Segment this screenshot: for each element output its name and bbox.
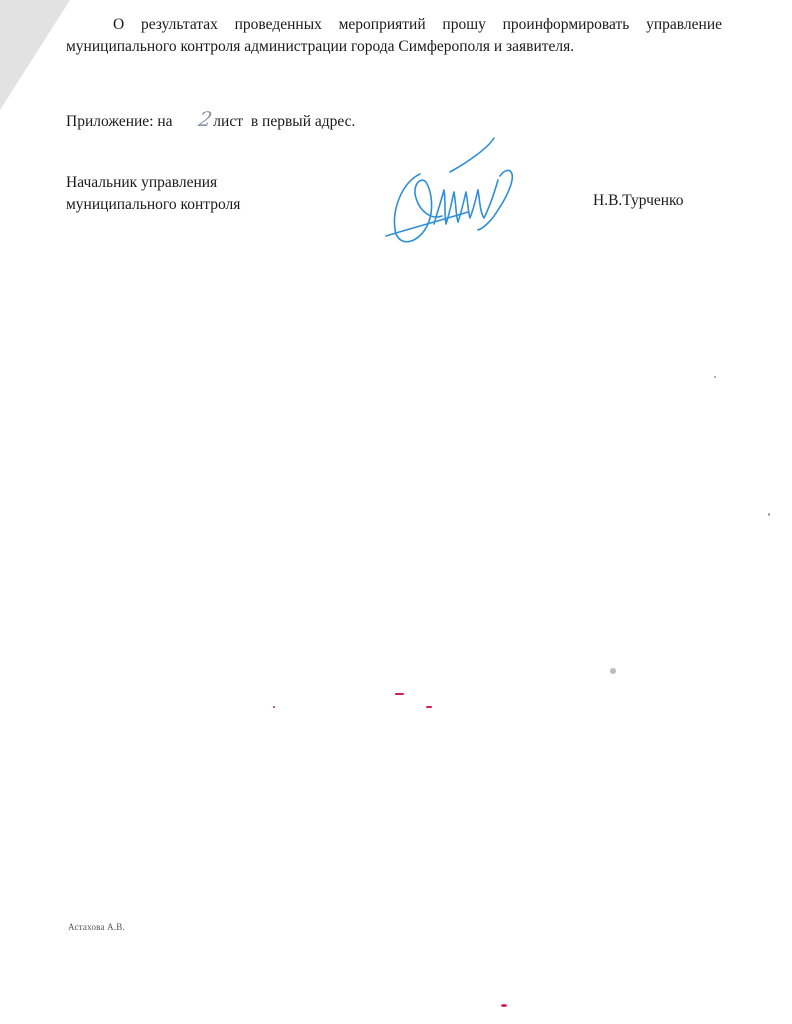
red-mark: [501, 1004, 507, 1007]
signatory-name: Н.В.Турченко: [593, 192, 684, 209]
attachment-prefix: Приложение: на: [66, 113, 173, 130]
attachment-suffix: в первый адрес.: [250, 113, 356, 130]
red-mark: [273, 706, 275, 708]
scan-speck: [610, 668, 616, 674]
main-paragraph: О результатах проведенных мероприятий прошу проинформировать управление муниципального контроля администрации города Симферополя и заявителя.: [66, 16, 722, 55]
attachment-unit: лист: [213, 113, 243, 130]
handwritten-signature: [372, 132, 532, 252]
red-mark: [395, 693, 404, 695]
folded-corner: [0, 0, 70, 110]
signatory-title-line1: Начальник управления: [66, 174, 218, 191]
scan-speck: [714, 376, 716, 378]
scan-speck: [768, 513, 770, 516]
signatory-title: [66, 172, 240, 216]
signatory-title-line2: муниципального контроля: [66, 196, 241, 213]
red-mark: [426, 706, 432, 708]
attachment-line: [66, 108, 722, 133]
executor-name: Астахова А.В.: [68, 922, 125, 932]
handwritten-count: 2: [196, 107, 214, 131]
